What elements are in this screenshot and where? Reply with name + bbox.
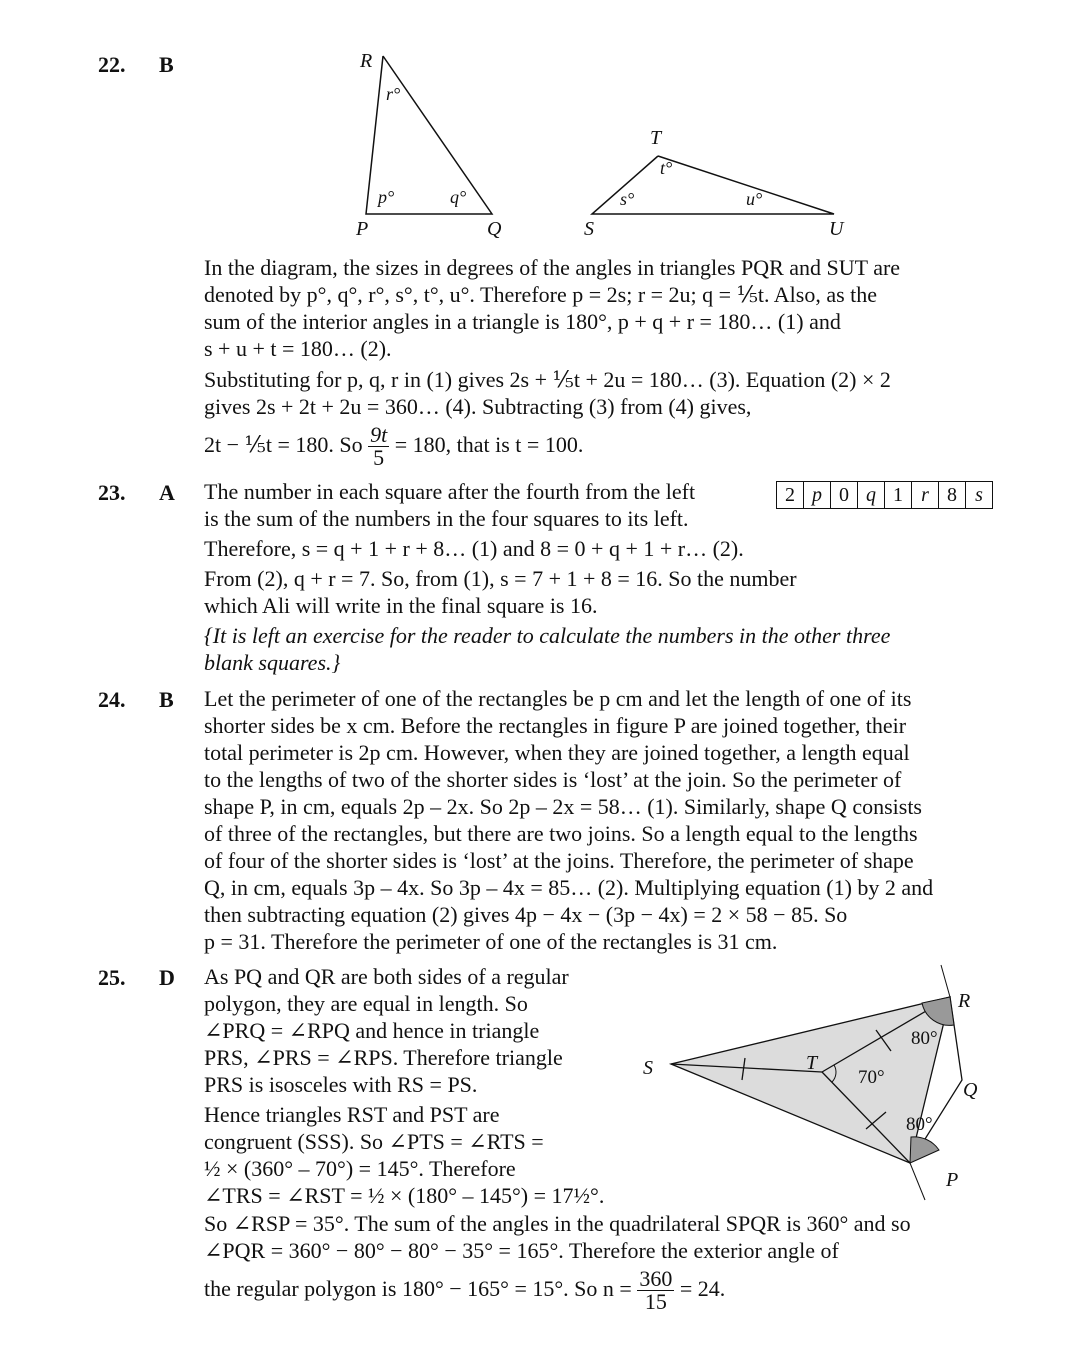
square: q [858, 482, 885, 508]
solution-line: of three of the rectangles, but there are two joins. So a length equal to the lengths [204, 821, 918, 846]
angle-80-bottom-label: 80° [906, 1114, 933, 1135]
solution-line: is the sum of the numbers in the four squares to its left. [204, 506, 689, 531]
solution-line: shape P, in cm, equals 2p – 2x. So 2p – 2x = 58… (1). Similarly, shape Q consists [204, 794, 922, 819]
solution-line: denoted by p°, q°, r°, s°, t°, u°. Therefore p = 2s; r = 2u; q = ⅕t. Also, as the [204, 282, 878, 307]
solution-line: From (2), q + r = 7. So, from (1), s = 7 + 1 + 8 = 16. So the number [204, 566, 797, 591]
solution-line: congruent (SSS). So ∠PTS = ∠RTS = [204, 1129, 544, 1154]
solution-line: which Ali will write in the final square is 16. [204, 593, 598, 618]
solution-line: p = 31. Therefore the perimeter of one of the rectangles is 31 cm. [204, 929, 778, 954]
solution-line: As PQ and QR are both sides of a regular [204, 964, 569, 989]
solution-line: ∠PQR = 360° − 80° − 80° − 35° = 165°. Therefore the exterior angle of [204, 1238, 839, 1263]
angle-70-label: 70° [858, 1067, 885, 1088]
fraction-numerator: 9t [370, 422, 388, 448]
vertex-r-label: R [360, 50, 373, 72]
solution-line: then subtracting equation (2) gives 4p − 4x − (3p − 4x) = 2 × 58 − 85. So [204, 902, 848, 927]
question-number: 23. [98, 480, 126, 505]
angle-q-label: q° [450, 187, 467, 207]
solution-line: {It is left an exercise for the reader to calculate the numbers in the other three [204, 623, 891, 648]
solution-line: Let the perimeter of one of the rectangles be p cm and let the length of one of its [204, 686, 912, 711]
angle-t-label: t° [660, 158, 673, 178]
solution-line: In the diagram, the sizes in degrees of the angles in triangles PQR and SUT are [204, 255, 901, 280]
square: s [975, 484, 983, 506]
angle-s-label: s° [620, 189, 635, 209]
solution-line: shorter sides be x cm. Before the rectangles in figure P are joined together, their [204, 713, 907, 738]
angle-80-top-label: 80° [911, 1028, 938, 1049]
solution-line: ∠TRS = ∠RST = ½ × (180° – 145°) = 17½°. [204, 1183, 605, 1208]
square: p [804, 482, 831, 508]
solution-line: gives 2s + 2t + 2u = 360… (4). Subtracting (3) from (4) gives, [204, 394, 752, 419]
solution-line: Q, in cm, equals 3p – 4x. So 3p – 4x = 85… (2). Multiplying equation (1) by 2 and [204, 875, 934, 900]
extension-line [941, 965, 950, 997]
solution-line: The number in each square after the fourth from the left [204, 479, 696, 504]
solution-line: of four of the shorter sides is ‘lost’ at the joins. Therefore, the perimeter of shape [204, 848, 914, 873]
angle-u-label: u° [746, 189, 763, 209]
vertex-u-label: U [829, 218, 844, 240]
solution-line: PRS, ∠PRS = ∠RPS. Therefore triangle [204, 1045, 563, 1070]
solution-line: Hence triangles RST and PST are [204, 1102, 500, 1127]
fraction-denominator: 5 [373, 445, 385, 471]
answer-letter: D [159, 965, 175, 990]
solution-line: Substituting for p, q, r in (1) gives 2s + ⅕t + 2u = 180… (3). Equation (2) × 2 [204, 367, 891, 392]
vertex-p-label: P [356, 218, 369, 240]
vertex-s-label: S [643, 1057, 653, 1079]
fraction-denominator: 15 [644, 1289, 667, 1315]
question-number: 24. [98, 687, 126, 712]
solution-line: ∠PRQ = ∠RPQ and hence in triangle [204, 1018, 540, 1043]
solution-line-with-fraction [204, 1262, 725, 1316]
solution-line: polygon, they are equal in length. So [204, 991, 528, 1016]
equation-left: the regular polygon is 180° − 165° = 15°. So n = [204, 1276, 632, 1301]
vertex-s-label: S [584, 218, 594, 240]
answer-letter: A [159, 480, 175, 505]
solution-line: blank squares.} [204, 650, 341, 675]
fraction-numerator: 360 [639, 1266, 673, 1292]
vertex-t-label: T [806, 1052, 818, 1074]
equation-right: = 24. [679, 1276, 726, 1301]
extension-line [910, 1163, 925, 1200]
answer-letter: B [159, 52, 174, 77]
question-number: 22. [98, 52, 126, 77]
fraction-360-over-15 [637, 1268, 674, 1313]
square: r [912, 482, 939, 508]
vertex-q-label: Q [963, 1079, 978, 1101]
equation-left: 2t − ⅕t = 180. So [204, 432, 363, 457]
solution-line: PRS is isosceles with RS = PS. [204, 1072, 478, 1097]
square: 2 [777, 482, 804, 508]
answer-letter: B [159, 687, 174, 712]
angle-arc-p [910, 1137, 939, 1163]
square: 1 [885, 482, 912, 508]
square: 0 [831, 482, 858, 508]
solution-line: s + u + t = 180… (2). [204, 336, 392, 361]
solution-line: total perimeter is 2p cm. However, when they are joined together, a length equal [204, 740, 910, 765]
vertex-q-label: Q [487, 218, 502, 240]
angle-p-label: p° [378, 187, 395, 207]
vertex-p-label: P [946, 1169, 959, 1191]
solution-line: ½ × (360° – 70°) = 145°. Therefore [204, 1156, 516, 1181]
solution-line: Therefore, s = q + 1 + r + 8… (1) and 8 = 0 + q + 1 + r… (2). [204, 536, 744, 561]
equation-right: = 180, that is t = 100. [394, 432, 584, 457]
solution-line: So ∠RSP = 35°. The sum of the angles in the quadrilateral SPQR is 360° and so [204, 1211, 911, 1236]
solution-line: sum of the interior angles in a triangle is 180°, p + q + r = 180… (1) and [204, 309, 841, 334]
vertex-r-label: R [958, 990, 971, 1012]
solution-line: to the lengths of two of the shorter sides is ‘lost’ at the join. So the perimeter of [204, 767, 902, 792]
question-number: 25. [98, 965, 126, 990]
vertex-t-label: T [650, 127, 662, 149]
angle-r-label: r° [386, 84, 401, 104]
square: 8 [939, 482, 966, 508]
